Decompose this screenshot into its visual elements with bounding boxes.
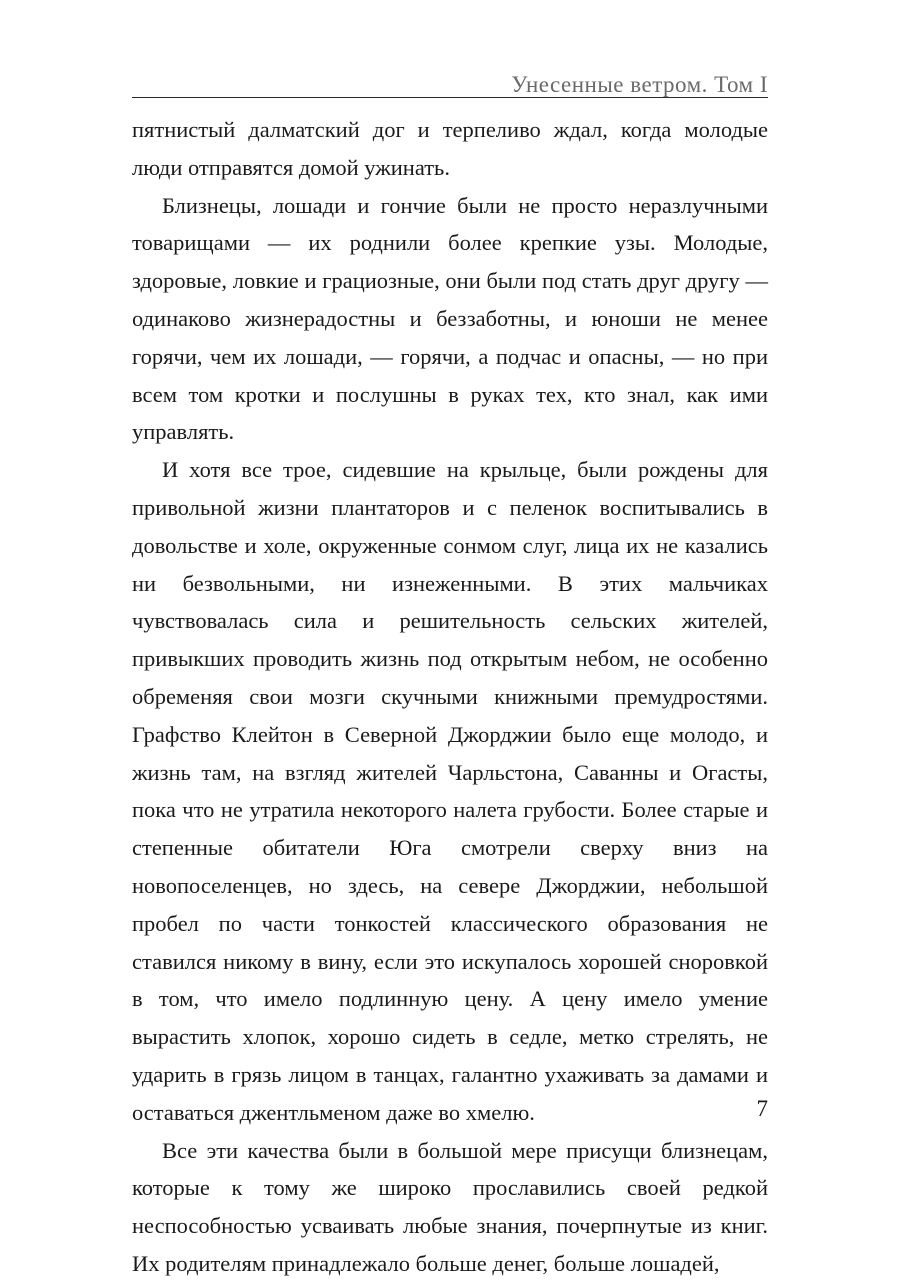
paragraph: Близнецы, лошади и гончие были не просто неразлучными товарищами — их роднили более крепкие узы. Молодые, здоровые, ловкие и грациозные, они были под стать друг другу — одинаково жизнерадостны и беззаботны, и юноши не менее горячи, чем их лошади, — горячи, а подчас и опасны, — но при всем том кротки и послушны в руках тех, кто знал, как ими управлять. (132, 192, 768, 445)
paragraph: И хотя все трое, сидевшие на крыльце, были рождены для привольной жизни плантаторов и с пеленок воспитывались в довольстве и холе, окруженные сонмом слуг, лица их не казались ни безвольными, ни изнеженными. В этих мальчиках чувствовалась сила и решительность сельских жителей, привыкших проводить жизнь под открытым небом, не особенно обременяя свои мозги скучными книжными премудростями. Графство Клейтон в Северной Джорджии было еще молодо, и жизнь там, на взгляд жителей Чарльстона, Саванны и Огасты, пока что не утратила некоторого налета грубости. Более старые и степенные обитатели Юга смотрели сверху вниз на новопоселенцев, но здесь, на севере Джорджии, небольшой пробел по части тонкостей классического образования не ставился никому в вину, если это искупалось хорошей сноровкой в том, что имело подлинную цену. А цену имело умение вырастить хлопок, хорошо сидеть в седле, метко стрелять, не ударить в грязь лицом в танцах, галантно ухаживать за дамами и оставаться джентльменом даже во хмелю. (132, 457, 768, 1125)
header-rule (132, 97, 768, 98)
page-number: 7 (756, 1096, 768, 1121)
running-title: Унесенные ветром. Том I (511, 72, 768, 97)
paragraph: пятнистый далматский дог и терпеливо ждал, когда молодые люди отправятся домой ужинать. (132, 117, 768, 180)
paragraph: Все эти качества были в большой мере присущи близнецам, которые к тому же широко прославились своей редкой неспособностью усваивать любые знания, почерпнутые из книг. Их родителям принадлежало больше денег, больше лошадей, (132, 1137, 768, 1276)
